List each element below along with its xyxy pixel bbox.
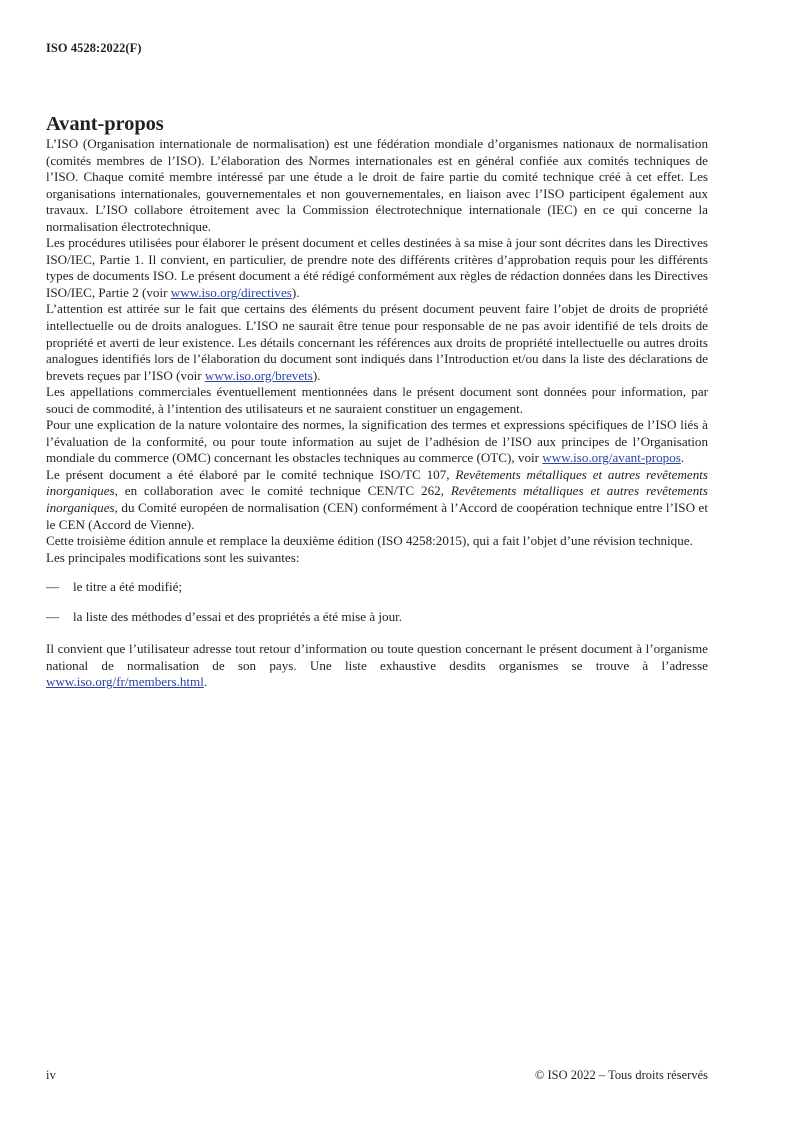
- paragraph-voluntary-nature: [46, 417, 708, 467]
- page-footer: [46, 1068, 708, 1083]
- copyright-notice: © ISO 2022 – Tous droits réservés: [534, 1068, 708, 1082]
- page-content: [46, 40, 708, 691]
- link-iso-brevets[interactable]: www.iso.org/brevets: [204, 367, 313, 383]
- paragraph-patent-rights-text-before: L’attention est attirée sur le fait que certains des éléments du présent document peuvent faire l’objet de droits de propriété intellectuelle ou de droits analogues. L’ISO ne saurait être tenue pour responsable de ne pas avoir identifié de tels droits de propriété et averti de leur existence. Les détails concernant les références aux droits de propriété intellectuelle ou autres droits analogues identifiés lors de l’élaboration du document sont indiqués dans l’Introduction et/ou dans la liste des déclarations de brevets reçues par l’ISO (voir: [46, 301, 708, 383]
- list-item-label: le titre a été modifié;: [73, 579, 183, 595]
- list-item-label: la liste des méthodes d’essai et des propriétés a été mise à jour.: [73, 608, 403, 624]
- paragraph-iso-definition: L’ISO (Organisation internationale de normalisation) est une fédération mondiale d’organismes nationaux de normalisation (comités membres de l’ISO). L’élaboration des Normes internationales est en général confiée aux comités techniques de l’ISO. Chaque comité membre intéressé par une étude a le droit de faire partie du comité technique créé à cet effet. Les organisations internationales, gouvernementales et non gouvernementales, en liaison avec l’ISO participent également aux travaux. L’ISO collabore étroitement avec la Commission électrotechnique internationale (IEC) en ce qui concerne la normalisation électrotechnique.: [46, 136, 708, 234]
- paragraph-edition-note: Cette troisième édition annule et remplace la deuxième édition (ISO 4258:2015), qui a fait l’objet d’une révision technique.: [46, 533, 693, 549]
- paragraph-committee: [46, 467, 708, 533]
- paragraph-procedures: [46, 235, 708, 301]
- list-item: [46, 609, 708, 626]
- page-number: iv: [46, 1068, 57, 1082]
- running-head: ISO 4528:2022(F): [46, 41, 142, 55]
- paragraph-feedback-text-before: Il convient que l’utilisateur adresse tout retour d’information ou toute question concernant le présent document à l’organisme national de normalisation de son pays. Une liste exhaustive desdits organismes se trouve à l’adresse: [46, 641, 708, 673]
- paragraph-patent-rights-text-after: ).: [312, 367, 321, 383]
- paragraph-feedback: [46, 641, 708, 691]
- committee-title-cen-tc-262: Revêtements métalliques et autres revêtements inorganiques,: [46, 483, 708, 516]
- committee-title-iso-tc-107: Revêtements métalliques et autres revêtements inorganiques,: [46, 466, 708, 499]
- dash-bullet-icon: —: [46, 579, 60, 595]
- paragraph-committee-part3: du Comité européen de normalisation (CEN) conformément à l’Accord de coopération technique entre l’ISO et le CEN (Accord de Vienne).: [46, 500, 708, 532]
- paragraph-voluntary-nature-text-before: Pour une explication de la nature volontaire des normes, la signification des termes et expressions spécifiques de l’ISO liés à l’évaluation de la conformité, ou pour toute information au sujet de l’adhésion de l’ISO aux principes de l’Organisation mondiale du commerce (OMC) concernant les obstacles techniques au commerce (OTC), voir: [46, 417, 708, 466]
- dash-bullet-icon: —: [46, 608, 60, 624]
- list-item: [46, 579, 708, 596]
- paragraph-feedback-text-after: .: [203, 674, 208, 690]
- paragraph-trade-names: Les appellations commerciales éventuellement mentionnées dans le présent document sont données pour information, par souci de commodité, à l’intention des utilisateurs et ne sauraient constituer un engagement.: [46, 384, 708, 416]
- paragraph-changes-intro: Les principales modifications sont les suivantes:: [46, 549, 300, 565]
- paragraph-voluntary-nature-text-after: .: [680, 450, 685, 466]
- link-iso-directives[interactable]: www.iso.org/directives: [170, 284, 292, 300]
- paragraph-procedures-text-after: ).: [291, 284, 300, 300]
- changes-list: [46, 579, 708, 625]
- paragraph-committee-part1: Le présent document a été élaboré par le comité technique ISO/TC 107,: [46, 466, 456, 482]
- paragraph-committee-part2: en collaboration avec le comité technique CEN/TC 262,: [117, 483, 451, 499]
- link-iso-avant-propos[interactable]: www.iso.org/avant-propos: [542, 450, 681, 466]
- paragraph-procedures-text-before: Les procédures utilisées pour élaborer le présent document et celles destinées à sa mise à jour sont décrites dans les Directives ISO/IEC, Partie 1. Il convient, en particulier, de prendre note des différents critères d’approbation requis pour les différents types de documents ISO. Le présent document a été rédigé conformément aux règles de rédaction données dans les Directives ISO/IEC, Partie 2 (voir: [46, 235, 708, 300]
- paragraph-patent-rights: [46, 301, 708, 384]
- link-iso-members[interactable]: www.iso.org/fr/members.html: [46, 674, 204, 690]
- page-title: Avant-propos: [46, 113, 164, 135]
